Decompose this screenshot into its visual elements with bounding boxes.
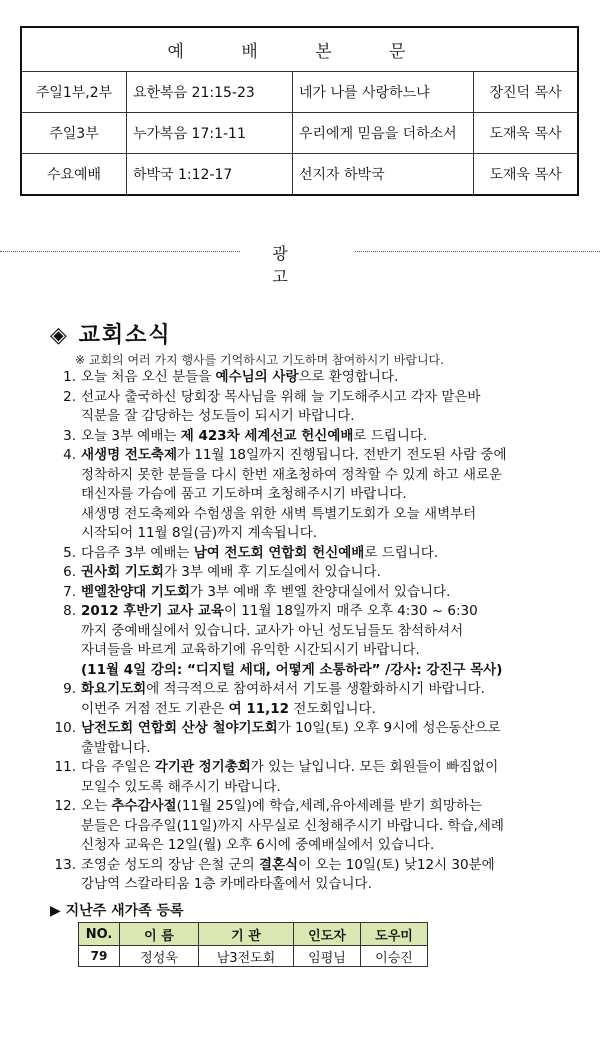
news-item — [50, 856, 590, 895]
news-item-number: 12. — [54, 798, 76, 814]
news-item-number: 3. — [63, 427, 76, 444]
new-members-heading: ▶ 지난주 새가족 등록 — [50, 903, 184, 919]
church-news-list — [50, 368, 590, 895]
news-item-number: 10. — [54, 720, 76, 736]
column-header: 기 관 — [199, 923, 294, 946]
column-header: NO. — [79, 923, 120, 946]
column-header: 이 름 — [120, 923, 199, 946]
member-name: 정성욱 — [120, 946, 199, 967]
new-members-table — [78, 922, 428, 967]
news-emphasis: 권사회 기도회 — [81, 564, 164, 580]
news-item-line — [81, 739, 590, 759]
news-item-line — [81, 505, 590, 525]
news-text: 까지 중예배실에서 있습니다. 교사가 아닌 성도님들도 참석하셔서 — [81, 622, 464, 639]
news-item-line — [81, 368, 590, 388]
news-emphasis: 벧엘찬양대 기도회 — [81, 583, 191, 600]
member-group: 남3전도회 — [199, 946, 294, 967]
news-text: 신청자 교육은 12일(월) 오후 6시에 중예배실에서 있습니다. — [81, 837, 435, 853]
news-emphasis: 예수님의 사랑 — [215, 369, 299, 385]
news-text: (11월 25일)에 학습,세례,유아세례를 받기 희망하는 — [176, 798, 482, 814]
scripture-table — [20, 26, 579, 196]
news-item-number: 2. — [63, 388, 76, 405]
news-item-line — [81, 544, 590, 564]
news-text: 전도회입니다. — [289, 700, 376, 717]
news-text: 에 적극적으로 참여하셔서 기도를 생활화하시기 바랍니다. — [146, 681, 485, 697]
bible-passage: 요한복음 21:15-23 — [127, 72, 293, 113]
news-item-line — [81, 856, 590, 876]
news-text: 이번주 거점 전도 기관은 — [81, 700, 229, 717]
news-item-line — [81, 875, 590, 895]
news-item-line — [81, 817, 590, 837]
news-item-line — [81, 427, 590, 447]
news-text: 로 드립니다. — [353, 427, 428, 444]
news-emphasis: 새생명 전도축제 — [81, 447, 177, 463]
news-text: 이 오는 10일(토) 낮12시 30분에 — [298, 856, 495, 873]
news-text: 자녀들을 바르게 교육하기에 유익한 시간되시기 바랍니다. — [81, 642, 420, 658]
news-emphasis: 결혼식 — [258, 856, 299, 873]
news-emphasis: 추수감사절 — [111, 798, 177, 814]
announcements-divider — [0, 238, 600, 286]
news-text: 새생명 전도축제와 수험생을 위한 새벽 특별기도회가 오늘 새벽부터 — [81, 505, 477, 522]
dotted-rule — [0, 251, 240, 252]
news-emphasis: 제 423차 세계선교 헌신예배 — [180, 427, 354, 444]
news-item-number: 13. — [54, 856, 76, 873]
news-item — [50, 680, 590, 719]
news-item — [50, 427, 590, 447]
news-text: 시작되어 11월 8일(금)까지 계속됩니다. — [81, 525, 318, 541]
news-item — [50, 602, 590, 680]
scripture-title: 예 배 본 문 — [21, 27, 578, 72]
news-item-line — [81, 836, 590, 856]
member-helper: 이승진 — [361, 946, 428, 967]
table-row — [21, 113, 578, 154]
news-text: 가 있는 날입니다. 모든 회원들이 빠짐없이 — [250, 759, 499, 775]
news-item-line — [81, 700, 590, 720]
column-header: 인도자 — [294, 923, 361, 946]
service-name: 수요예배 — [21, 154, 127, 196]
news-item-number: 11. — [54, 759, 76, 775]
news-item-line — [81, 602, 590, 622]
table-row — [21, 72, 578, 113]
church-news-note: ※ 교회의 여러 가지 행사를 기억하시고 기도하며 참여하시기 바랍니다. — [75, 353, 444, 367]
news-text: 조영순 성도의 장남 은철 군의 — [81, 856, 259, 873]
news-text: 오는 — [81, 798, 112, 814]
news-item-line — [81, 797, 590, 817]
news-text: 가 3부 예배 후 기도실에서 있습니다. — [163, 564, 381, 580]
news-emphasis: (11월 4일 강의: “디지털 세대, 어떻게 소통하라” /강사: 강진구 목사) — [81, 661, 503, 678]
sermon-title: 우리에게 믿음을 더하소서 — [293, 113, 474, 154]
member-guide: 임평님 — [294, 946, 361, 967]
news-item — [50, 388, 590, 427]
news-item — [50, 758, 590, 797]
news-text: 가 3부 예배 후 벧엘 찬양대실에서 있습니다. — [190, 583, 451, 600]
bible-passage: 누가복음 17:1-11 — [127, 113, 293, 154]
news-item-line — [81, 758, 590, 778]
news-text: 출발합니다. — [81, 739, 151, 756]
news-item-number: 8. — [63, 603, 76, 619]
news-item-line — [81, 563, 590, 583]
service-name: 주일1부,2부 — [21, 72, 127, 113]
news-item — [50, 446, 590, 544]
news-item-line — [81, 524, 590, 544]
news-text: 강남역 스칼라티움 1층 카메라타홀에서 있습니다. — [81, 876, 372, 892]
news-text: 모일수 있도록 해주시기 바랍니다. — [81, 778, 281, 795]
news-text: 가 11월 18일까지 진행됩니다. 전반기 전도된 사람 중에 — [177, 447, 507, 463]
news-item — [50, 544, 590, 564]
news-item-line — [81, 622, 590, 642]
news-text: 다음주 3부 예배는 — [81, 544, 194, 561]
table-row — [21, 154, 578, 196]
news-item — [50, 583, 590, 603]
news-item — [50, 368, 590, 388]
news-item-number: 1. — [63, 369, 76, 385]
news-text: 선교사 출국하신 당회장 목사님을 위해 늘 기도해주시고 각자 맡은바 — [81, 388, 481, 405]
news-text: 정착하지 못한 분들을 다시 한번 재초청하여 정착할 수 있게 하고 새로운 — [81, 466, 503, 483]
news-emphasis: 남여 전도회 연합회 헌신예배 — [193, 544, 365, 561]
table-header-row — [79, 923, 428, 946]
member-number: 79 — [79, 946, 120, 967]
news-item-line — [81, 466, 590, 486]
news-item-number: 9. — [63, 681, 76, 697]
service-name: 주일3부 — [21, 113, 127, 154]
news-text: 직분을 잘 감당하는 성도들이 되시기 바랍니다. — [81, 408, 355, 424]
dotted-rule — [355, 251, 600, 252]
bible-passage: 하박국 1:12-17 — [127, 154, 293, 196]
news-text: 이 11월 18일까지 매주 오후 4:30 ~ 6:30 — [223, 603, 478, 619]
news-item-number: 5. — [63, 544, 76, 561]
news-emphasis: 화요기도회 — [81, 681, 147, 697]
preacher: 장진덕 목사 — [474, 72, 579, 113]
news-emphasis: 2012 후반기 교사 교육 — [81, 603, 224, 619]
news-item — [50, 797, 590, 856]
news-item-line — [81, 661, 590, 681]
news-item-line — [81, 719, 590, 739]
news-text: 가 10일(토) 오후 9시에 성은동산으로 — [277, 720, 501, 736]
news-item-line — [81, 446, 590, 466]
news-item-line — [81, 583, 590, 603]
news-text: 오늘 3부 예배는 — [81, 427, 181, 444]
news-item-number: 6. — [63, 564, 76, 580]
sermon-title: 선지자 하박국 — [293, 154, 474, 196]
news-text: 태신자를 가슴에 품고 기도하며 초청해주시기 바랍니다. — [81, 486, 407, 502]
news-text: 으로 환영합니다. — [298, 369, 399, 385]
news-item — [50, 719, 590, 758]
preacher: 도재욱 목사 — [474, 113, 579, 154]
news-item-number: 7. — [63, 583, 76, 600]
news-item — [50, 563, 590, 583]
table-row — [79, 946, 428, 967]
preacher: 도재욱 목사 — [474, 154, 579, 196]
news-item-line — [81, 485, 590, 505]
news-emphasis: 각기관 정기총회 — [154, 759, 251, 775]
news-item-line — [81, 641, 590, 661]
news-item-line — [81, 407, 590, 427]
church-news-heading: ◈ 교회소식 — [50, 323, 172, 348]
news-item-number: 4. — [63, 447, 76, 463]
announcements-title: 광 고 — [272, 244, 328, 286]
news-item-line — [81, 778, 590, 798]
news-emphasis: 남전도회 연합회 산상 철야기도회 — [81, 720, 278, 736]
news-text: 오늘 처음 오신 분들을 — [81, 369, 216, 385]
news-item-line — [81, 388, 590, 408]
news-text: 다음 주일은 — [81, 759, 155, 775]
news-text: 로 드립니다. — [364, 544, 439, 561]
news-emphasis: 여 11,12 — [228, 700, 290, 717]
news-item-line — [81, 680, 590, 700]
column-header: 도우미 — [361, 923, 428, 946]
sermon-title: 네가 나를 사랑하느냐 — [293, 72, 474, 113]
news-text: 분들은 다음주일(11일)까지 사무실로 신청해주시기 바랍니다. 학습,세례 — [81, 817, 504, 834]
